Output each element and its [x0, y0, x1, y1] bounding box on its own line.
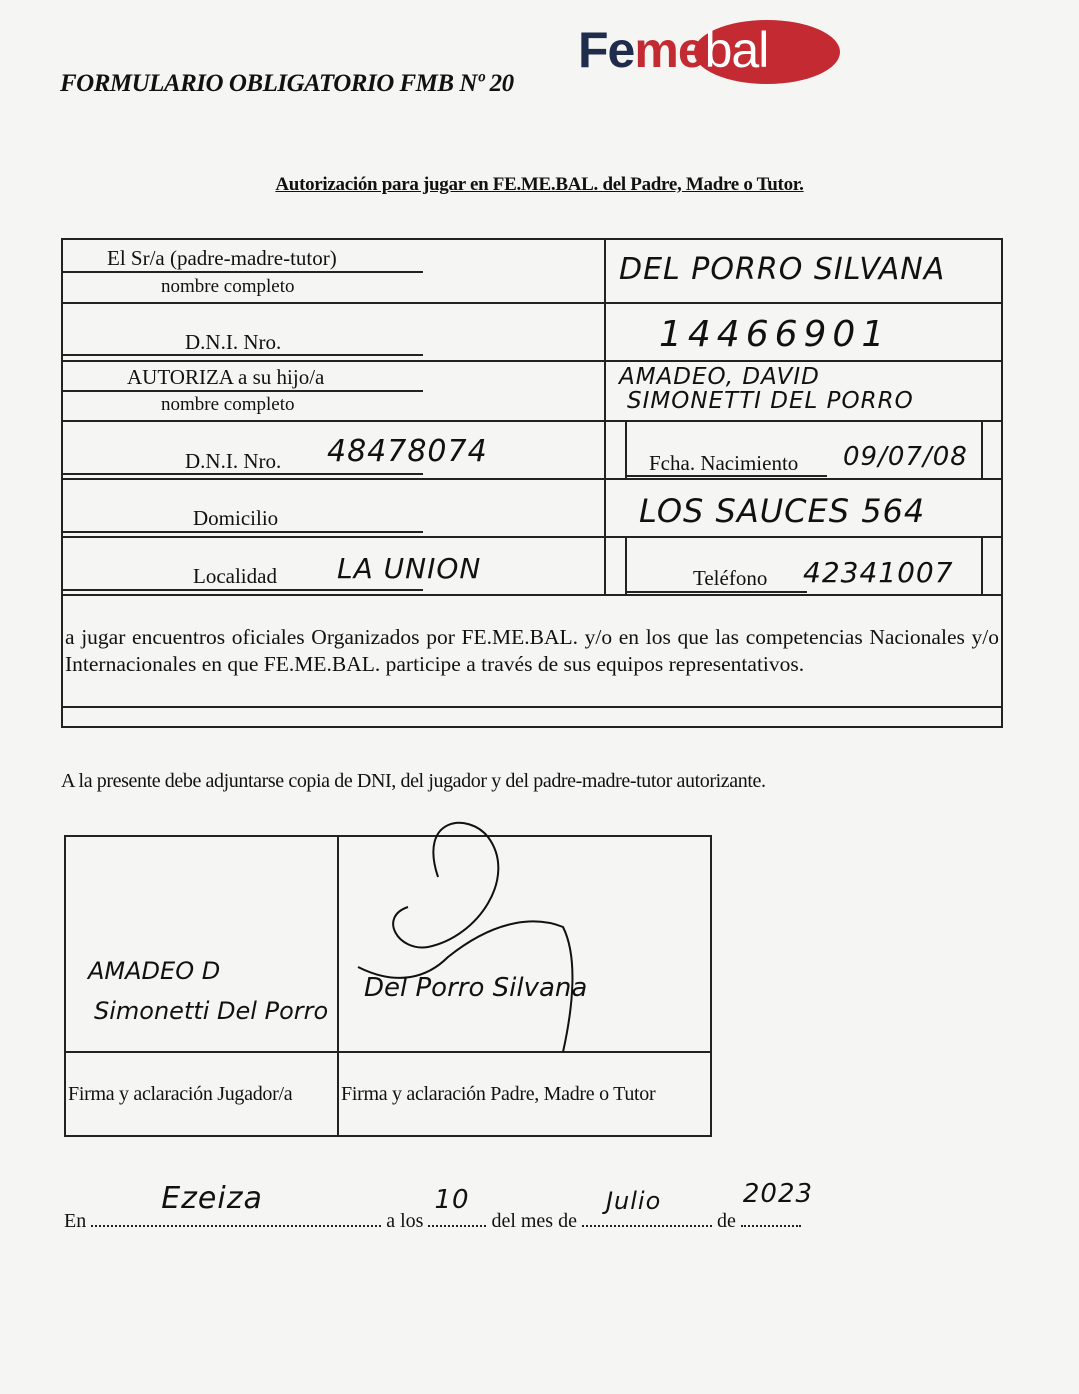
a-los-label: a los [386, 1210, 424, 1232]
player-signature-line1: AMADEO D [88, 957, 221, 985]
parent-dni-field[interactable]: 14466901 [659, 314, 891, 355]
birth-date-label: Fcha. Nacimiento [649, 451, 799, 475]
parent-signature: Del Porro Silvana [364, 973, 588, 1003]
child-dni-field[interactable]: 48478074 [327, 434, 488, 469]
year-field[interactable]: 2023 [742, 1179, 814, 1209]
logo-wordmark: Femebal [578, 22, 769, 78]
closing-line [64, 1179, 814, 1233]
day-field[interactable]: 10 [434, 1185, 470, 1215]
authorization-text: a jugar encuentros oficiales Organizados por FE.ME.BAL. y/o en los que las competencias Nacionales y/o Internacionales en que FE.ME.BAL. participe a través de sus equipos representativos. [65, 625, 999, 676]
month-field[interactable]: Julio [605, 1187, 662, 1215]
parent-label: El Sr/a (padre-madre-tutor) [107, 246, 337, 270]
player-signature-label: Firma y aclaración Jugador/a [68, 1083, 293, 1105]
year-field-line[interactable] [741, 1179, 814, 1227]
signature-table [64, 835, 712, 1137]
birth-date-field[interactable]: 09/07/08 [843, 442, 968, 472]
address-label: Domicilio [193, 506, 279, 530]
en-label: En [64, 1210, 87, 1232]
de-label: de [716, 1210, 736, 1232]
child-label: AUTORIZA a su hijo/a [127, 365, 325, 389]
child-name-line1[interactable]: AMADEO, DAVID [619, 364, 820, 390]
phone-field[interactable]: 42341007 [803, 556, 954, 589]
del-mes-label: del mes de [491, 1210, 577, 1232]
month-field-line[interactable] [582, 1187, 712, 1227]
parent-sublabel: nombre completo [161, 276, 295, 297]
form-subtitle: Autorización para jugar en FE.ME.BAL. del Padre, Madre o Tutor. [275, 174, 804, 195]
day-field-line[interactable] [428, 1185, 486, 1227]
place-field-line[interactable] [91, 1181, 381, 1227]
player-signature-line2: Simonetti Del Porro [94, 997, 329, 1025]
place-field[interactable]: Ezeiza [161, 1181, 263, 1216]
phone-label: Teléfono [693, 566, 768, 590]
authorization-table [61, 238, 1003, 728]
attachment-note: A la presente debe adjuntarse copia de DNI, del jugador y del padre-madre-tutor autorizante. [61, 770, 766, 792]
locality-label: Localidad [193, 564, 277, 588]
locality-field[interactable]: LA UNION [337, 552, 482, 585]
parent-name-field[interactable]: DEL PORRO SILVANA [619, 252, 946, 287]
form-title: FORMULARIO OBLIGATORIO FMB Nº 20 [60, 70, 514, 97]
child-sublabel: nombre completo [161, 394, 295, 415]
parent-dni-label: D.N.I. Nro. [185, 330, 282, 354]
child-name-line2[interactable]: SIMONETTI DEL PORRO [627, 388, 914, 414]
address-field[interactable]: LOS SAUCES 564 [639, 492, 926, 530]
femebal-logo [576, 18, 846, 86]
parent-signature-flourish [338, 817, 698, 1057]
child-dni-label: D.N.I. Nro. [185, 449, 282, 473]
parent-signature-label: Firma y aclaración Padre, Madre o Tutor [341, 1083, 656, 1105]
